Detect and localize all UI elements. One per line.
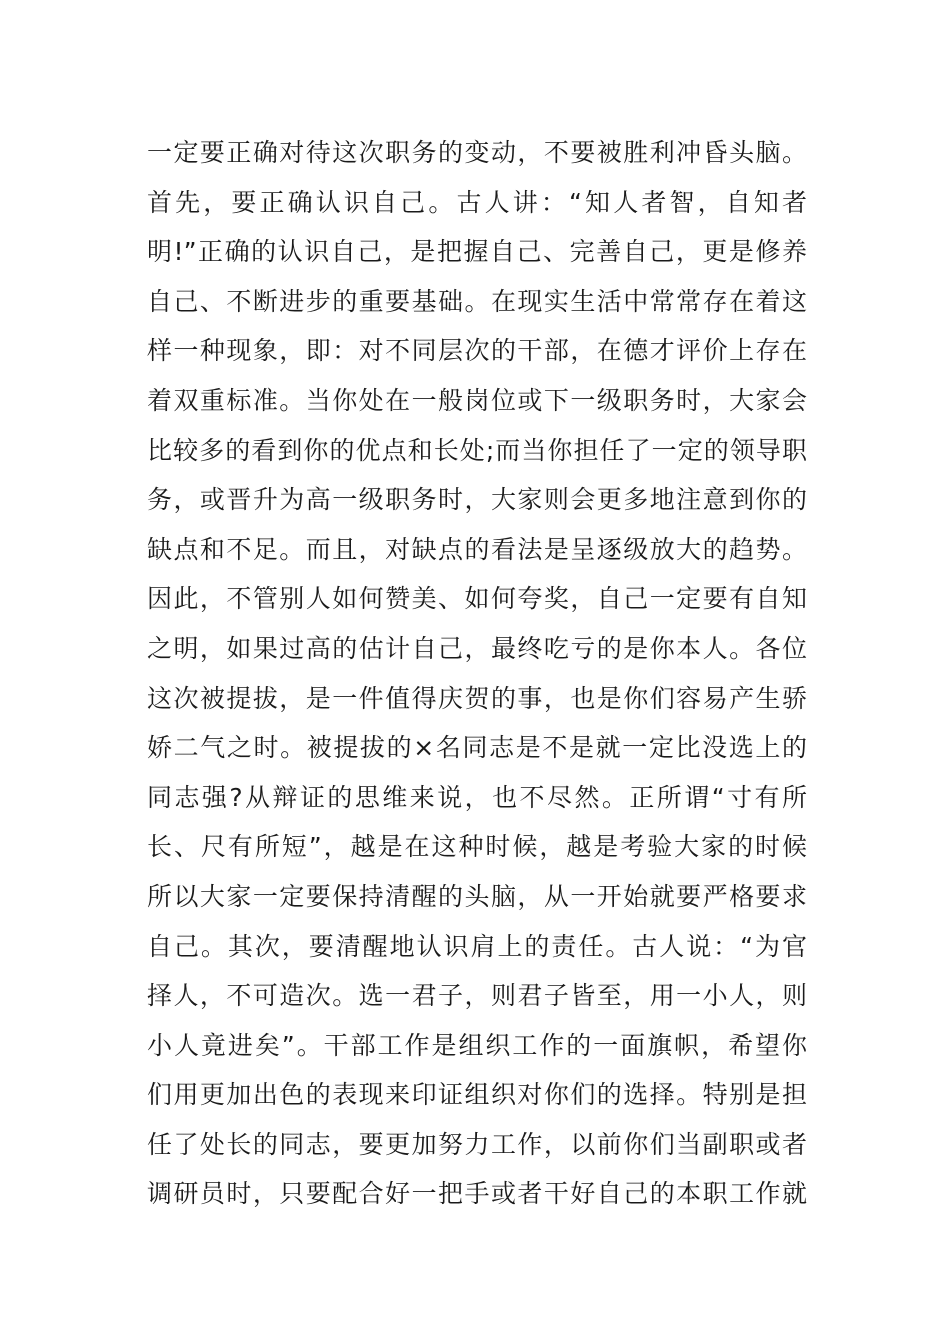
text-line: 择人，不可造次。选一君子，则君子皆至，用一小人，则 xyxy=(147,981,807,1011)
text-line: 之明，如果过高的估计自己，最终吃亏的是你本人。各位 xyxy=(147,633,807,663)
text-line: 明!”正确的认识自己，是把握自己、完善自己，更是修养 xyxy=(147,237,807,267)
text-line: 着双重标准。当你处在一般岗位或下一级职务时，大家会 xyxy=(147,385,807,415)
text-line: 因此，不管别人如何赞美、如何夸奖，自己一定要有自知 xyxy=(147,584,807,614)
text-line: 一定要正确对待这次职务的变动，不要被胜利冲昏头脑。 xyxy=(147,138,807,167)
text-line: 小人竟进矣”。干部工作是组织工作的一面旗帜，希望你 xyxy=(147,1030,807,1060)
text-line: 所以大家一定要保持清醒的头脑，从一开始就要严格要求 xyxy=(147,881,807,911)
text-line: 比较多的看到你的优点和长处;而当你担任了一定的领导职 xyxy=(147,435,807,465)
text-line: 自己。其次，要清醒地认识肩上的责任。古人说：“为官 xyxy=(147,931,807,961)
text-line: 首先，要正确认识自己。古人讲：“知人者智，自知者 xyxy=(147,187,807,217)
body-text xyxy=(147,128,807,1219)
text-line: 娇二气之时。被提拔的×名同志是不是就一定比没选上的 xyxy=(147,733,807,763)
text-line: 调研员时，只要配合好一把手或者干好自己的本职工作就 xyxy=(147,1179,807,1209)
text-line: 自己、不断进步的重要基础。在现实生活中常常存在着这 xyxy=(147,286,807,316)
text-line: 缺点和不足。而且，对缺点的看法是呈逐级放大的趋势。 xyxy=(147,534,807,564)
text-line: 这次被提拔，是一件值得庆贺的事，也是你们容易产生骄 xyxy=(147,683,807,713)
text-line: 同志强?从辩证的思维来说，也不尽然。正所谓“寸有所 xyxy=(147,782,807,812)
text-line: 务，或晋升为高一级职务时，大家则会更多地注意到你的 xyxy=(147,485,807,515)
text-line: 长、尺有所短”，越是在这种时候，越是考验大家的时候 xyxy=(147,832,807,862)
text-line: 任了处长的同志，要更加努力工作，以前你们当副职或者 xyxy=(147,1129,807,1159)
text-line: 们用更加出色的表现来印证组织对你们的选择。特别是担 xyxy=(147,1080,807,1110)
text-line: 样一种现象，即：对不同层次的干部，在德才评价上存在 xyxy=(147,336,807,366)
